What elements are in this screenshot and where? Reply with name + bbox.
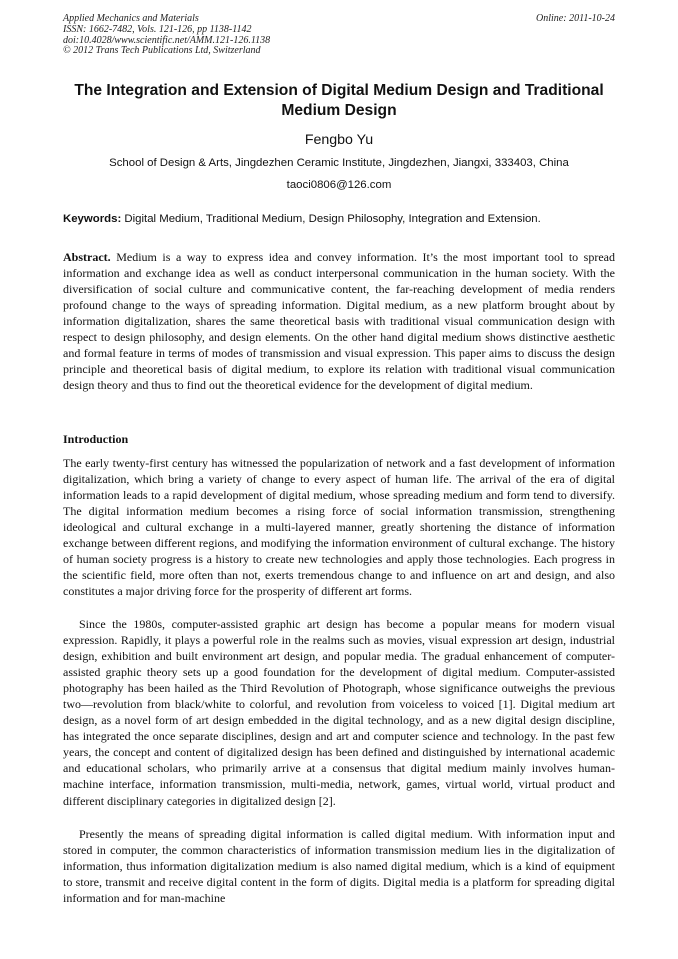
author-name: Fengbo Yu xyxy=(304,132,374,148)
abstract-label: Abstract. xyxy=(63,250,111,264)
introduction-heading: Introduction xyxy=(63,432,129,446)
author-affiliation: School of Design & Arts, Jingdezhen Ceramic Institute, Jingdezhen, Jiangxi, 333403, China xyxy=(109,157,569,169)
issn-line: ISSN: 1662-7482, Vols. 121-126, pp 1138-1142 xyxy=(63,23,252,35)
intro-paragraph-1: The early twenty-first century has witnessed the popularization of network and a fast development of information digitalization, which bring a variety of change to every aspect of human life. The arrival of the era of digital information leads to a rapid development of digital medium, whose spreading medium and form tend to diversify. The digital information medium becomes a rising force of social information transmission, strengthening ideological and cultural exchange in a multi-layered manner, greatly shortening the distance of information exchange between different regions, and modifying the information environment of cultural exchange. The history of human society progress is a history to create new technologies and apply those technologies. Each progress in the scientific field, more often than not, exerts tremendous change to and influence on art and design, and also constitutes a major driving force for the prosperity of different art forms. xyxy=(63,456,615,599)
intro-paragraph-3: Presently the means of spreading digital information is called digital medium. With information input and stored in computer, the common characteristics of information transmission medium lies in the digitalization of information, thus information digitalization medium is also named digital medium, which is a kind of equipment to store, transmit and receive digital content in the form of digits. Digital media is a platform for spreading digital information and for man-machine xyxy=(63,827,615,906)
intro-paragraph-2: Since the 1980s, computer-assisted graphic art design has become a popular means for modern visual expression. Rapidly, it plays a powerful role in the realms such as movies, visual expression art design, industrial design, exhibition and built environment art design, and popular media. The gradual enhancement of computer-assisted graphic theory sets up a good foundation for the development of digital medium. Computer-assisted photography has been hailed as the Third Revolution of Photograph, whose significance outweighs the previous two—revolution from black/white to colorful, and revolution from voiceless to voiced [1]. Digital medium art design, as a novel form of art design embedded in the digital technology, and as a new digital design discipline, has integrated the once separate disciplines, design and art and computer science and technology. In the past few years, the concept and content of digitalized design has been defined and distinguished by international academic and educational scholars, who primarily arrive at a consensus that digital medium mainly involves human-machine interface, information transmission, multi-media, network, games, virtual world, virtual product and different disciplinary categories in digitalized design [2]. xyxy=(63,617,615,808)
abstract-text: Medium is a way to express idea and convey information. It’s the most important tool to spread information and exchange idea as well as conduct interpersonal communication in the human society. With the diversification of social culture and communicative content, the far-reaching development of media renders profound change to the ways of spreading information. Digital medium, as a new platform brought about by information digitalization, shares the same theoretical basis with traditional visual communication design with respect to design philosophy, and design elements. On the other hand digital medium shows distinctive aesthetic and formal feature in terms of modes of transmission and visual expression. This paper aims to discuss the design principle and theoretical basis of digital medium, to explore its relation with traditional visual communication design theory and thus to find out the theoretical evidence for the development of digital medium. xyxy=(63,250,616,393)
journal-header xyxy=(63,14,615,57)
author-email: taoci0806@126.com xyxy=(286,179,392,191)
doi-line: doi:10.4028/www.scientific.net/AMM.121-126.1138 xyxy=(63,34,271,46)
keywords-line xyxy=(63,212,615,227)
online-date: Online: 2011-10-24 xyxy=(536,13,615,24)
journal-name: Applied Mechanics and Materials xyxy=(63,13,199,24)
keywords-text: Digital Medium, Traditional Medium, Design Philosophy, Integration and Extension. xyxy=(124,213,541,225)
abstract-paragraph xyxy=(63,249,615,393)
copyright-line: © 2012 Trans Tech Publications Ltd, Switzerland xyxy=(63,45,261,57)
paper-title: The Integration and Extension of Digital Medium Design and Traditional Medium Design xyxy=(74,82,604,119)
keywords-label: Keywords: xyxy=(63,213,122,225)
